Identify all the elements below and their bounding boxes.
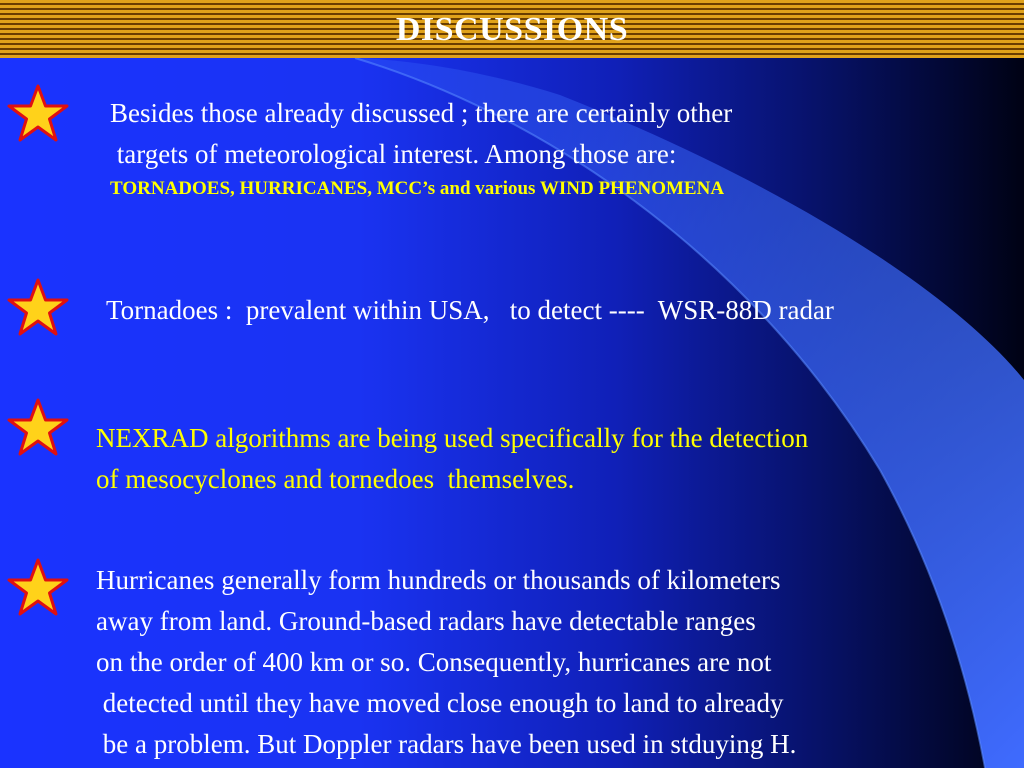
bullet-4-line-4: detected until they have moved close enough to land to already [96, 688, 784, 718]
bullet-2-line-1: Tornadoes : prevalent within USA, to detect ---- WSR-88D radar [106, 295, 834, 325]
star-icon [6, 84, 70, 144]
bullet-1-emphasis: TORNADOES, HURRICANES, MCC’s and various WIND PHENOMENA [110, 178, 725, 199]
bullet-4-line-2: away from land. Ground-based radars have detectable ranges [96, 606, 756, 636]
bullet-4-line-3: on the order of 400 km or so. Consequently, hurricanes are not [96, 647, 772, 677]
bullet-3-line-2: of mesocyclones and tornedoes themselves. [96, 464, 575, 494]
star-icon [6, 278, 70, 338]
bullet-4-line-1: Hurricanes generally form hundreds or thousands of kilometers [96, 565, 781, 595]
star-icon [6, 558, 70, 618]
bullet-4-line-5: be a problem. But Doppler radars have been used in stduying H. [96, 729, 797, 759]
star-icon [6, 398, 70, 458]
bullet-1-line-1: Besides those already discussed ; there are certainly other [110, 98, 733, 128]
bullet-1-line-2: targets of meteorological interest. Among those are: [110, 139, 677, 169]
bullet-3-line-1: NEXRAD algorithms are being used specifically for the detection [96, 423, 809, 453]
slide-title: DISCUSSIONS [395, 11, 629, 48]
